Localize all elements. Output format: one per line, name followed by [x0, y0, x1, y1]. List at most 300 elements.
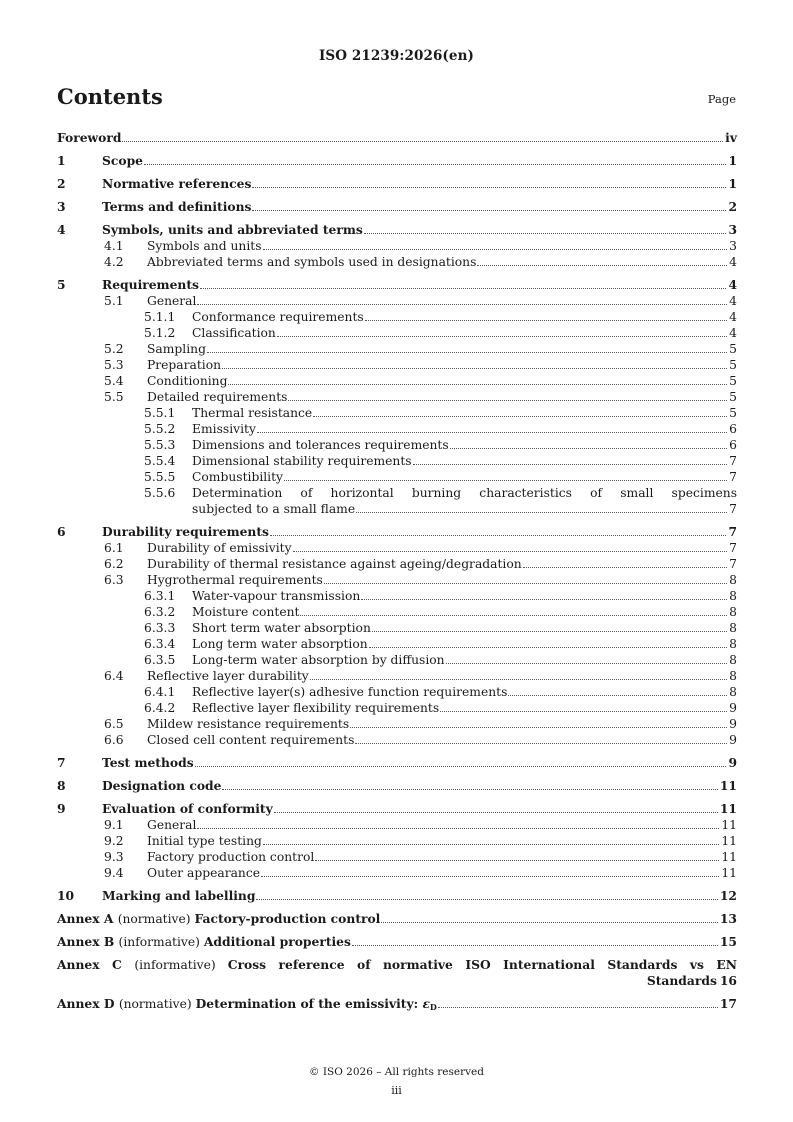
annex-label: Annex C [57, 957, 135, 972]
toc-entry-number: 9.4 [104, 866, 124, 880]
page-column-label: Page [707, 92, 736, 106]
toc-entry-page: 9 [729, 717, 737, 731]
toc-entry-number: 5.5.4 [144, 454, 176, 468]
toc-entry-link[interactable] [102, 153, 737, 169]
toc-entry-link[interactable] [147, 572, 737, 588]
toc-entry-number: 1 [57, 153, 66, 168]
toc-entry-page: 4 [729, 294, 737, 308]
toc-entry-link[interactable] [102, 277, 737, 293]
toc-line [57, 934, 737, 950]
toc-entry-title: Preparation [147, 358, 222, 372]
toc-line [57, 540, 737, 556]
toc-entry-number: 5.1.2 [144, 326, 176, 340]
toc-dot-leader [523, 556, 728, 568]
toc-entry-number: 9 [57, 801, 66, 816]
toc-line [57, 293, 737, 309]
toc-entry-number: 6.4 [104, 669, 124, 683]
toc-entry-title: Hygrothermal requirements [147, 573, 323, 587]
toc-entry-title: Marking and labelling [102, 888, 256, 903]
toc-line [57, 176, 737, 192]
toc-entry-title: Mildew resistance requirements [147, 717, 350, 731]
annex-title: Determination of the emissivity: [195, 996, 423, 1011]
toc-entry-page: 7 [728, 524, 737, 539]
toc-entry-page: 7 [729, 470, 737, 484]
toc-dot-leader [352, 934, 718, 946]
toc-dot-leader [200, 277, 727, 289]
toc-line [57, 957, 737, 973]
toc-entry-number: 4 [57, 222, 66, 237]
toc-dot-leader [197, 817, 719, 829]
toc-dot-leader [477, 254, 727, 266]
toc-dot-leader [440, 700, 727, 712]
toc-entry-number: 6.3.1 [144, 589, 176, 603]
toc-entry-number: 6.1 [104, 541, 124, 555]
toc-entry-title: Long-term water absorption by diffusion [192, 653, 445, 667]
toc-entry-title: Foreword [57, 130, 122, 145]
toc-entry-link[interactable] [192, 437, 737, 453]
toc-entry-page: 3 [729, 239, 737, 253]
toc-dot-leader [361, 588, 727, 600]
toc-entry-link[interactable] [147, 556, 737, 572]
toc-dot-leader [144, 153, 726, 165]
toc-entry-page: 11 [719, 778, 737, 793]
toc-entry-page: 2 [728, 199, 737, 214]
toc-entry-number: 9.1 [104, 818, 124, 832]
annex-label: Annex D [57, 996, 119, 1011]
toc-entry-page: 7 [729, 502, 737, 516]
toc-line [57, 911, 737, 927]
toc-entry-title: subjected to a small flame [192, 502, 356, 516]
toc-dot-leader [324, 572, 727, 584]
toc-entry-link[interactable] [147, 254, 737, 270]
toc-entry-page: 5 [729, 358, 737, 372]
toc-entry-title: Initial type testing [147, 834, 262, 848]
toc-line [57, 405, 737, 421]
toc-entry-title: Water-vapour transmission [192, 589, 361, 603]
toc-dot-leader [365, 309, 727, 321]
toc-line [57, 684, 737, 700]
toc-entry-page: 11 [721, 850, 737, 864]
toc-line [57, 700, 737, 716]
toc-entry-link[interactable] [57, 130, 737, 146]
toc-entry-title: Detailed requirements [147, 390, 288, 404]
toc-line [57, 620, 737, 636]
toc-line [57, 222, 737, 238]
toc-entry-link[interactable] [192, 684, 737, 700]
toc-entry-title: Factory production control [147, 850, 315, 864]
toc-line [57, 996, 737, 1012]
toc-entry-number: 9.3 [104, 850, 124, 864]
toc-line [57, 421, 737, 437]
toc-dot-leader [277, 325, 727, 337]
toc-entry-page: 1 [728, 153, 737, 168]
toc-dot-leader [197, 293, 727, 305]
copyright-notice: © ISO 2026 – All rights reserved [309, 1066, 484, 1078]
toc-dot-leader [263, 238, 728, 250]
toc-entry-page: 4 [728, 277, 737, 292]
toc-line [57, 668, 737, 684]
toc-entry-number: 4.2 [104, 255, 124, 269]
toc-entry-title: Abbreviated terms and symbols used in designations [147, 255, 477, 269]
toc-dot-leader [252, 176, 726, 188]
toc-line [57, 636, 737, 652]
toc-line [57, 373, 737, 389]
toc-line [57, 357, 737, 373]
toc-dot-leader [355, 732, 727, 744]
toc-dot-leader [508, 684, 727, 696]
toc-entry-title: Dimensions and tolerances requirements [192, 438, 449, 452]
toc-entry-title: Scope [102, 153, 143, 168]
toc-entry-link[interactable] [147, 238, 737, 254]
toc-entry-number: 6 [57, 524, 66, 539]
toc-entry-page: 8 [729, 669, 737, 683]
toc-line [57, 469, 737, 485]
toc-entry-link[interactable] [147, 389, 737, 405]
toc-dot-leader [222, 778, 717, 790]
toc-dot-leader [356, 501, 727, 513]
toc-entry-page: 17 [719, 996, 737, 1011]
toc-line [57, 277, 737, 293]
toc-entry-title [57, 911, 380, 927]
toc-entry-page: 5 [729, 406, 737, 420]
toc-entry-number: 5.5.6 [144, 486, 176, 500]
toc-line [57, 604, 737, 620]
toc-entry-link[interactable] [192, 405, 737, 421]
toc-line [57, 973, 737, 989]
toc-entry-page: 7 [729, 557, 737, 571]
toc-entry-link[interactable] [102, 176, 737, 192]
toc-entry-page: 8 [729, 589, 737, 603]
toc-entry-link[interactable] [57, 911, 737, 927]
toc-dot-leader [310, 668, 727, 680]
toc-entry-number: 5.5.5 [144, 470, 176, 484]
toc-entry-number: 9.2 [104, 834, 124, 848]
toc-entry-number: 5.5.1 [144, 406, 176, 420]
toc-entry-page: 1 [728, 176, 737, 191]
toc-dot-leader [270, 524, 726, 536]
toc-entry-number: 3 [57, 199, 66, 214]
toc-dot-leader [369, 636, 728, 648]
document-id-header: ISO 21239:2026(en) [318, 48, 475, 64]
toc-entry-title: Sampling [147, 342, 206, 356]
toc-entry-title: Outer appearance [147, 866, 260, 880]
toc-entry-title: Reflective layer durability [147, 669, 309, 683]
toc-dot-leader [450, 437, 727, 449]
toc-line [57, 865, 737, 881]
toc-entry-link[interactable] [192, 309, 737, 325]
toc-line [57, 238, 737, 254]
toc-entry-link[interactable] [192, 652, 737, 668]
toc-line [57, 341, 737, 357]
toc-entry-link[interactable] [647, 973, 737, 989]
toc-dot-leader [261, 865, 719, 877]
toc-entry-number: 6.3.5 [144, 653, 176, 667]
emissivity-subscript: D [429, 1002, 437, 1012]
annex-label: Annex B [57, 934, 119, 949]
toc-entry-number: 7 [57, 755, 66, 770]
toc-entry-page: 6 [729, 438, 737, 452]
toc-entry-title-line1[interactable]: Determination of horizontal burning characteristics of small specimens [192, 486, 737, 500]
toc-entry-page: 15 [719, 934, 737, 949]
toc-entry-link[interactable] [102, 888, 737, 904]
toc-dot-leader [263, 833, 719, 845]
annex-kind: (normative) [117, 912, 195, 926]
toc-entry-title: Moisture content [192, 605, 300, 619]
contents-title: Contents [57, 84, 163, 109]
toc-entry-link[interactable] [102, 778, 737, 794]
toc-entry-number: 10 [57, 888, 75, 903]
toc-entry-page: 9 [728, 755, 737, 770]
toc-entry-page: 3 [728, 222, 737, 237]
toc-dot-leader [252, 199, 726, 211]
emissivity-symbol: ε [422, 996, 430, 1011]
toc-entry-link[interactable] [192, 604, 737, 620]
toc-line [57, 801, 737, 817]
toc-line [57, 524, 737, 540]
toc-line [57, 755, 737, 771]
toc-dot-leader [413, 453, 728, 465]
toc-entry-page: 7 [729, 541, 737, 555]
toc-entry-number: 6.3.2 [144, 605, 176, 619]
toc-entry-link[interactable] [147, 668, 737, 684]
toc-entry-page: 4 [729, 255, 737, 269]
toc-entry-title: Durability requirements [102, 524, 269, 539]
toc-entry-number: 5.5 [104, 390, 124, 404]
toc-entry-link[interactable] [102, 199, 737, 215]
toc-entry-number: 6.3.4 [144, 637, 176, 651]
toc-entry-title: Designation code [102, 778, 222, 793]
toc-dot-leader [256, 888, 717, 900]
toc-entry-title: Symbols, units and abbreviated terms [102, 222, 363, 237]
toc-entry-number: 6.2 [104, 557, 124, 571]
toc-entry-link[interactable] [102, 755, 737, 771]
toc-line [57, 199, 737, 215]
toc-entry-link[interactable] [102, 524, 737, 540]
toc-dot-leader [195, 755, 727, 767]
toc-dot-leader [257, 421, 727, 433]
toc-entry-title: Emissivity [192, 422, 256, 436]
toc-entry-title: Thermal resistance [192, 406, 313, 420]
toc-dot-leader [300, 604, 727, 616]
toc-entry-link[interactable] [57, 934, 737, 950]
toc-entry-link[interactable] [147, 540, 737, 556]
annex-title: Additional properties [203, 934, 351, 949]
toc-entry-link[interactable] [102, 801, 737, 817]
toc-entry-number: 8 [57, 778, 66, 793]
toc-entry-page: 5 [729, 342, 737, 356]
toc-entry-title: General [147, 294, 197, 308]
toc-dot-leader [284, 469, 727, 481]
toc-line [57, 572, 737, 588]
toc-dot-leader [293, 540, 728, 552]
toc-entry-link[interactable] [102, 222, 737, 238]
toc-entry-title: Short term water absorption [192, 621, 371, 635]
toc-dot-leader [228, 373, 727, 385]
annex-title: Cross reference of normative ISO International Standards vs EN [227, 957, 737, 972]
toc-dot-leader [313, 405, 727, 417]
toc-entry-link[interactable] [147, 341, 737, 357]
toc-line [57, 778, 737, 794]
toc-entry-number: 5 [57, 277, 66, 292]
toc-entry-link[interactable] [192, 588, 737, 604]
toc-entry-title: Evaluation of conformity [102, 801, 273, 816]
toc-entry-page: 8 [729, 685, 737, 699]
toc-dot-leader [372, 620, 727, 632]
toc-line [57, 833, 737, 849]
toc-entry-number: 6.6 [104, 733, 124, 747]
toc-entry-title: Dimensional stability requirements [192, 454, 412, 468]
toc-entry-title: General [147, 818, 197, 832]
toc-entry-number: 4.1 [104, 239, 124, 253]
toc-entry-title: Durability of thermal resistance against ageing/degradation [147, 557, 522, 571]
toc-line [57, 716, 737, 732]
toc-entry-page: 8 [729, 621, 737, 635]
toc-line [57, 153, 737, 169]
toc-entry-number: 5.1 [104, 294, 124, 308]
toc-entry-title [57, 934, 351, 950]
toc-entry-number: 5.3 [104, 358, 124, 372]
toc-entry-title: Reflective layer(s) adhesive function requirements [192, 685, 508, 699]
toc-entry-page: 4 [729, 310, 737, 324]
annex-kind: (informative) [134, 958, 228, 972]
annex-kind: (informative) [118, 935, 204, 949]
toc-entry-page: 9 [729, 701, 737, 715]
toc-entry-page: 9 [729, 733, 737, 747]
annex-label: Annex A [57, 911, 118, 926]
toc-entry-number: 5.5.3 [144, 438, 176, 452]
toc-dot-leader [438, 996, 718, 1008]
toc-entry-title: Symbols and units [147, 239, 262, 253]
toc-entry-title: Terms and definitions [102, 199, 252, 214]
toc-entry-page: 6 [729, 422, 737, 436]
toc-line [57, 501, 737, 517]
toc-entry-number: 6.3 [104, 573, 124, 587]
toc-entry-page: 8 [729, 573, 737, 587]
toc-entry-number: 6.3.3 [144, 621, 176, 635]
toc-entry-link[interactable] [192, 620, 737, 636]
toc-entry-title: Closed cell content requirements [147, 733, 355, 747]
toc-line [57, 556, 737, 572]
toc-line [57, 732, 737, 748]
toc-entry-page: 8 [729, 637, 737, 651]
annex-title-line1[interactable] [57, 957, 737, 973]
toc-entry-link[interactable] [147, 357, 737, 373]
toc-entry-link[interactable] [57, 996, 737, 1015]
toc-entry-page: 11 [719, 801, 737, 816]
toc-entry-page: 5 [729, 374, 737, 388]
toc-line [57, 437, 737, 453]
toc-line [57, 888, 737, 904]
toc-line [57, 254, 737, 270]
toc-entry-link[interactable] [192, 421, 737, 437]
toc-entry-number: 2 [57, 176, 66, 191]
toc-line [57, 325, 737, 341]
toc-entry-number: 6.4.2 [144, 701, 176, 715]
toc-dot-leader [364, 222, 727, 234]
toc-entry-page: 5 [729, 390, 737, 404]
toc-entry-link[interactable] [192, 469, 737, 485]
toc-dot-leader [207, 341, 727, 353]
toc-entry-page: 11 [721, 866, 737, 880]
toc-entry-page: iv [725, 130, 737, 145]
toc-dot-leader [274, 801, 718, 813]
toc-entry-title: Reflective layer flexibility requirements [192, 701, 440, 715]
toc-entry-page: 12 [719, 888, 737, 903]
toc-entry-title: Conformance requirements [192, 310, 364, 324]
toc-entry-link[interactable] [147, 716, 737, 732]
toc-entry-page: 8 [729, 605, 737, 619]
toc-dot-leader [288, 389, 727, 401]
toc-dot-leader [381, 911, 718, 923]
toc-line [57, 309, 737, 325]
toc-entry-title [57, 996, 437, 1015]
toc-entry-number: 5.4 [104, 374, 124, 388]
toc-entry-page: 8 [729, 653, 737, 667]
toc-entry-link[interactable] [147, 373, 737, 389]
toc-entry-number: 5.2 [104, 342, 124, 356]
toc-dot-leader [222, 357, 727, 369]
toc-entry-number: 5.1.1 [144, 310, 176, 324]
annex-title: Factory-production control [194, 911, 381, 926]
toc-entry-link[interactable] [147, 833, 737, 849]
toc-entry-link[interactable] [192, 700, 737, 716]
toc-entry-title: Normative references [102, 176, 252, 191]
toc-entry-title: Long term water absorption [192, 637, 368, 651]
annex-kind: (normative) [118, 997, 196, 1011]
toc-dot-leader [446, 652, 728, 664]
toc-entry-number: 6.5 [104, 717, 124, 731]
toc-entry-title: Classification [192, 326, 276, 340]
toc-entry-link[interactable] [147, 817, 737, 833]
toc-dot-leader [122, 130, 723, 142]
toc-entry-link[interactable] [192, 453, 737, 469]
toc-line [57, 817, 737, 833]
toc-dot-leader [315, 849, 719, 861]
toc-entry-title: Combustibility [192, 470, 284, 484]
toc-entry-page: 11 [721, 818, 737, 832]
table-of-contents [57, 128, 737, 1012]
toc-entry-title: Conditioning [147, 374, 228, 388]
toc-entry-link[interactable] [147, 865, 737, 881]
toc-entry-link[interactable] [147, 849, 737, 865]
toc-entry-title: Standards [646, 973, 717, 988]
toc-entry-page: 11 [721, 834, 737, 848]
toc-entry-link[interactable] [192, 636, 737, 652]
toc-line [57, 849, 737, 865]
toc-entry-title: Test methods [102, 755, 194, 770]
toc-entry-page: 7 [729, 454, 737, 468]
toc-entry-link[interactable] [192, 325, 737, 341]
toc-line [57, 588, 737, 604]
toc-entry-title: Durability of emissivity [147, 541, 292, 555]
toc-line [57, 652, 737, 668]
toc-line [57, 389, 737, 405]
toc-dot-leader [350, 716, 727, 728]
toc-line [57, 485, 737, 501]
toc-entry-number: 6.4.1 [144, 685, 176, 699]
toc-line [57, 453, 737, 469]
toc-entry-page: 4 [729, 326, 737, 340]
toc-entry-link[interactable] [147, 293, 737, 309]
toc-entry-link[interactable] [147, 732, 737, 748]
toc-entry-number: 5.5.2 [144, 422, 176, 436]
toc-entry-page: 13 [719, 911, 737, 926]
page-number: iii [391, 1084, 402, 1097]
toc-line [57, 130, 737, 146]
toc-entry-link[interactable] [192, 501, 737, 517]
toc-entry-page: 16 [719, 973, 737, 988]
toc-entry-title: Requirements [102, 277, 199, 292]
